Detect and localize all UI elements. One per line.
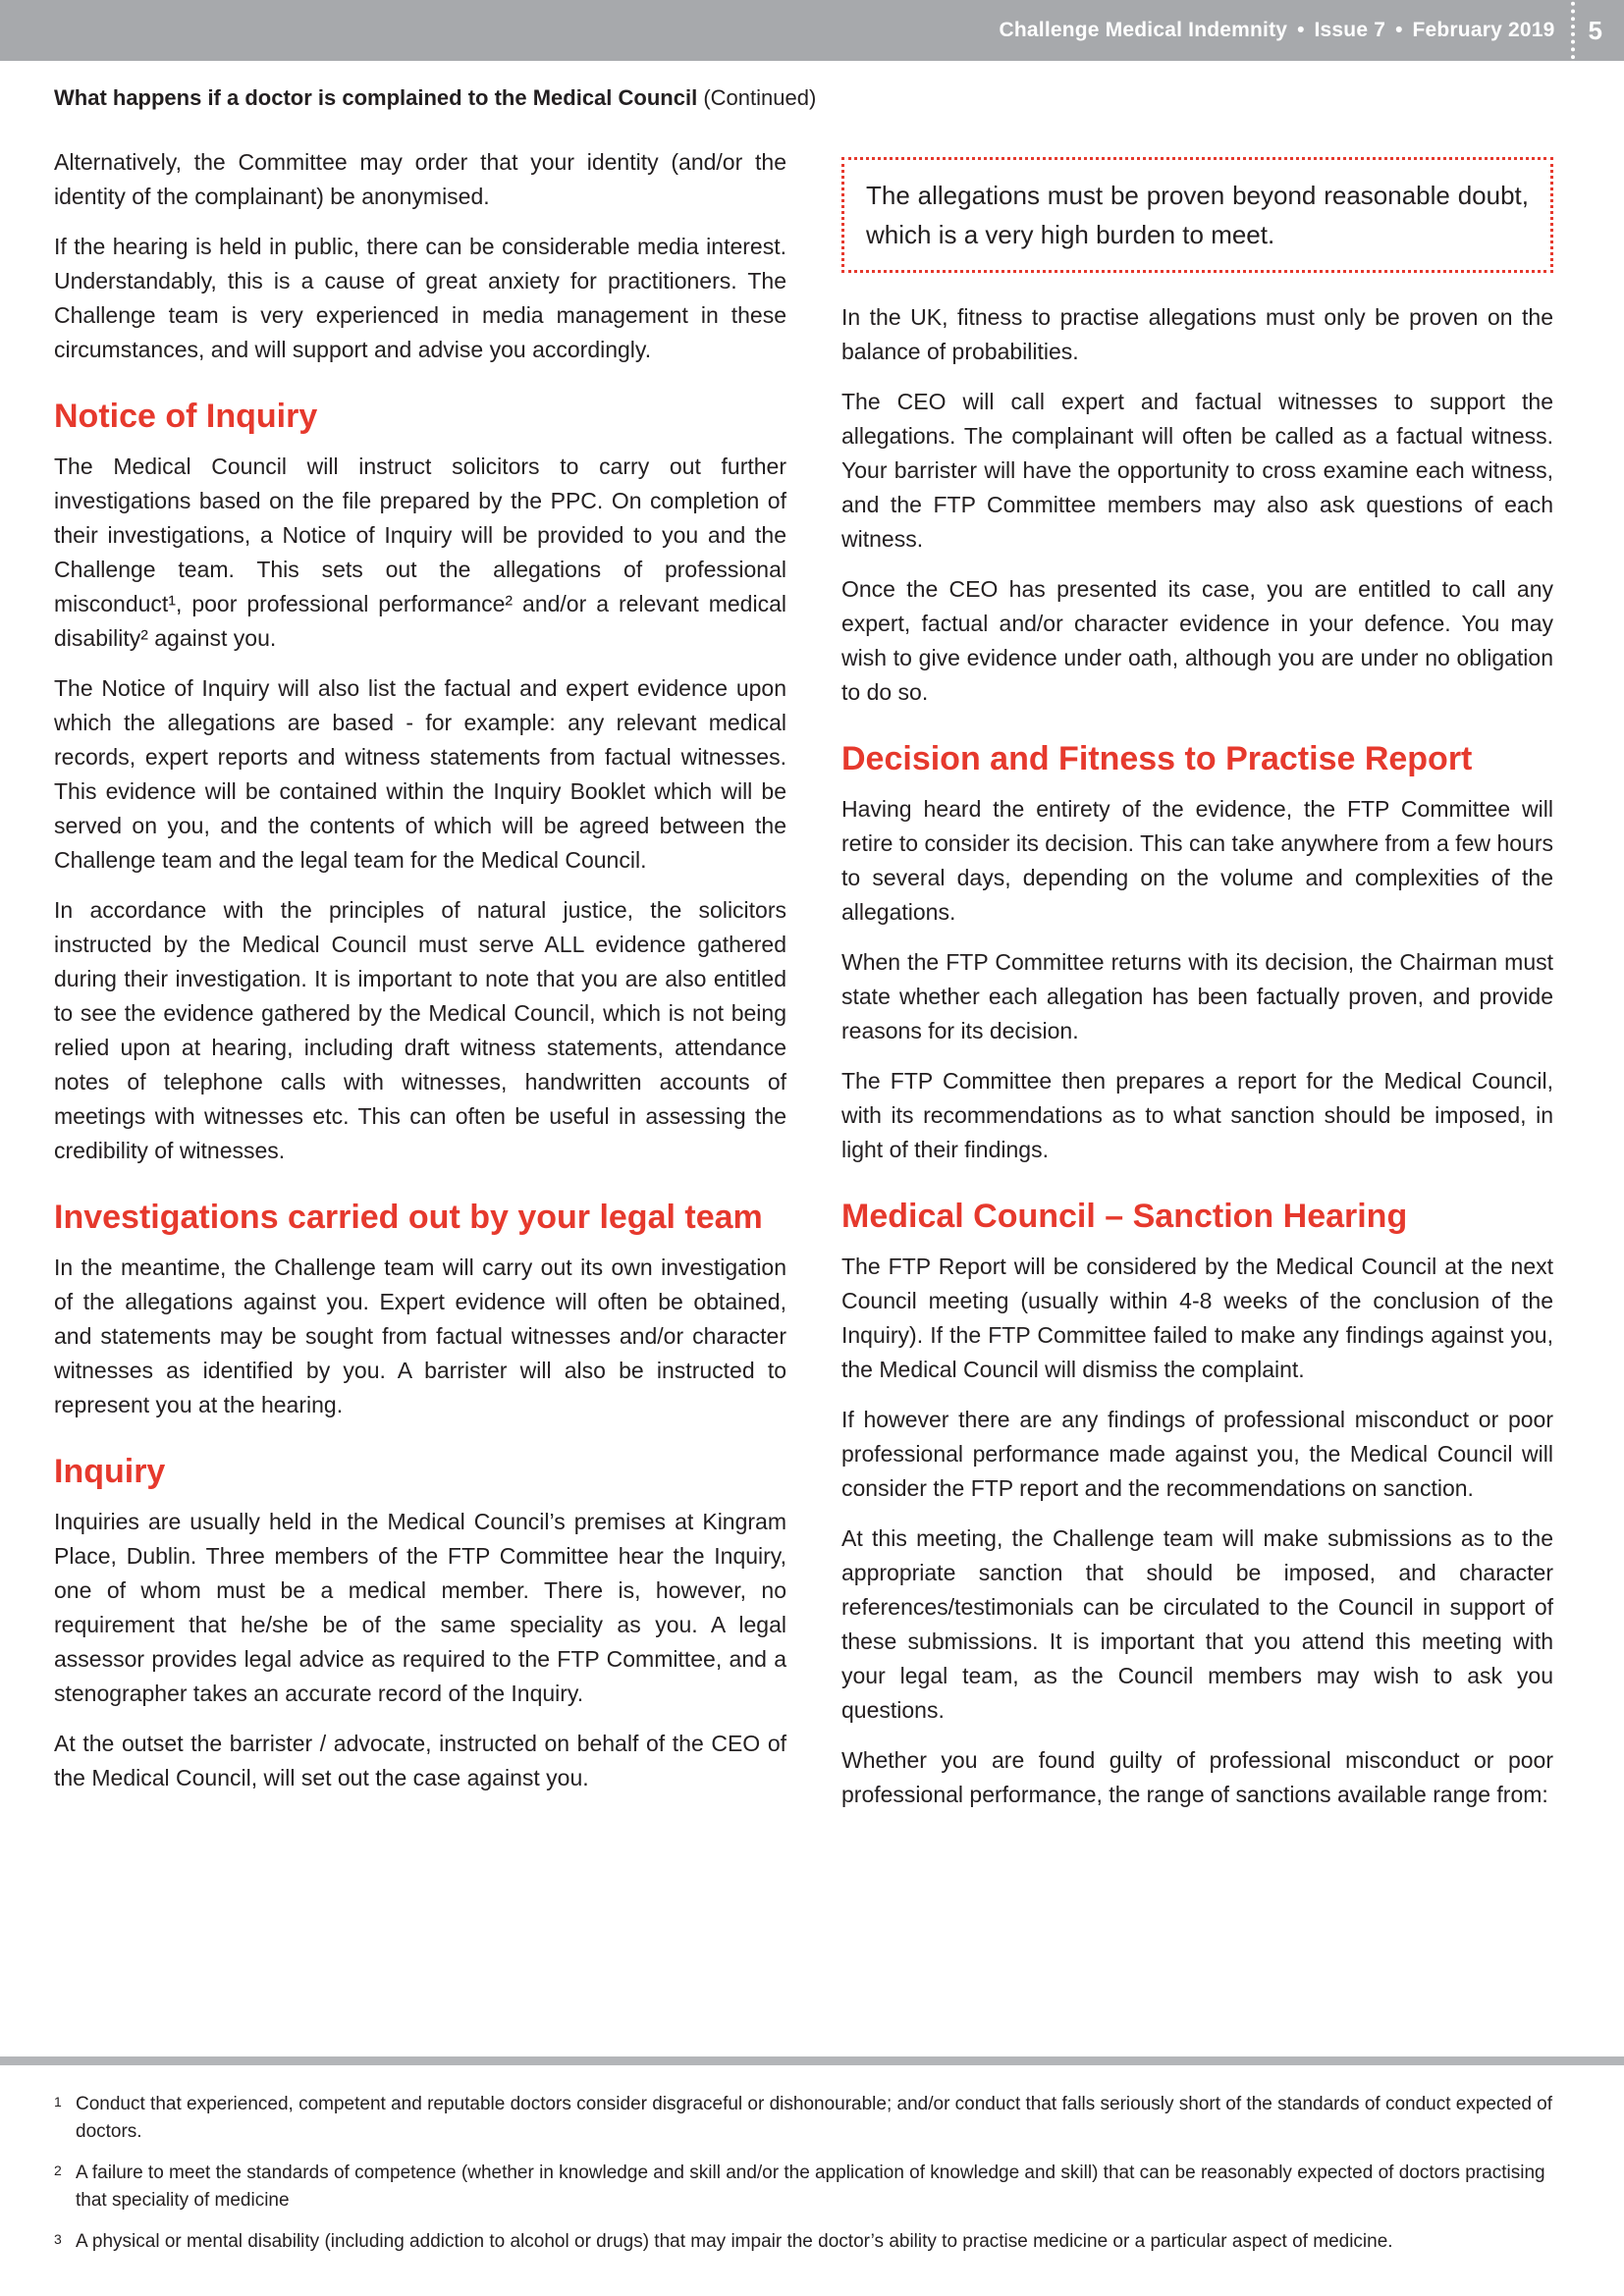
paragraph: Having heard the entirety of the evidence, the FTP Committee will retire to consider its decision. This can take anywhere from a few hours to several days, depending on the volume and complexities of the allegations.: [841, 796, 1553, 925]
continued-suffix: (Continued): [703, 85, 817, 110]
footnote-marker: 1: [54, 2094, 62, 2109]
section-heading-notice-of-inquiry: Notice of Inquiry: [54, 398, 318, 435]
paragraph: The FTP Report will be considered by the Medical Council at the next Council meeting (usually within 4-8 weeks of the conclusion of the Inquiry). If the FTP Committee failed to make any findings against you, the Medical Council will dismiss the complaint.: [841, 1254, 1553, 1382]
footnote-marker: 2: [54, 2163, 62, 2178]
callout-box: [841, 157, 1553, 273]
paragraph: At this meeting, the Challenge team will make submissions as to the appropriate sanction that should be imposed, and character references/testimonials can be circulated to the Council in support of these submissions. It is important that you attend this meeting with your legal team, as the Council members may wish to ask you questions.: [841, 1525, 1553, 1723]
article-continued-title: [54, 84, 1570, 112]
section-heading-investigations: Investigations carried out by your legal team: [54, 1199, 763, 1236]
article-title-text: What happens if a doctor is complained to the Medical Council: [54, 85, 698, 110]
paragraph: Alternatively, the Committee may order that your identity (and/or the identity of the complainant) be anonymised.: [54, 149, 786, 209]
footnote-text: Conduct that experienced, competent and reputable doctors consider disgraceful or dishonourable; and/or conduct that falls seriously short of the standards of conduct expected of doctors.: [76, 2094, 1553, 2142]
paragraph: Whether you are found guilty of professional misconduct or poor professional performance, the range of sanctions available range from:: [841, 1747, 1553, 1807]
callout-text: The allegations must be proven beyond reasonable doubt, which is a very high burden to meet.: [866, 181, 1529, 249]
section-heading-sanction-hearing: Medical Council – Sanction Hearing: [841, 1198, 1408, 1235]
paragraph: At the outset the barrister / advocate, instructed on behalf of the CEO of the Medical Council, will set out the case against you.: [54, 1731, 786, 1790]
paragraph: The Medical Council will instruct solicitors to carry out further investigations based on the file prepared by the PPC. On completion of their investigations, a Notice of Inquiry will be provided to you and the Challenge team. This sets out the allegations of professional misconduct¹, poor professional performance² and/or a relevant medical disability² against you.: [54, 454, 786, 651]
paragraph: Once the CEO has presented its case, you are entitled to call any expert, factual and/or character evidence in your defence. You may wish to give evidence under oath, although you are under no obligation to do so.: [841, 576, 1553, 705]
issue-label: Issue 7: [1314, 19, 1386, 41]
page-number: 5: [1588, 15, 1602, 45]
paragraph: The CEO will call expert and factual witnesses to support the allegations. The complainant will often be called as a factual witness. Your barrister will have the opportunity to cross examine each witness, and the FTP Committee members may also ask questions of each witness.: [841, 389, 1553, 552]
right-column: [841, 145, 1553, 2055]
page-header-bar: [0, 0, 1624, 61]
paragraph: In the meantime, the Challenge team will carry out its own investigation of the allegations against you. Expert evidence will often be obtained, and statements may be sought from factual witnesses and/or character witnesses as identified by you. A barrister will also be instructed to represent you at the hearing.: [54, 1255, 786, 1417]
paragraph: When the FTP Committee returns with its decision, the Chairman must state whether each allegation has been factually proven, and provide reasons for its decision.: [841, 949, 1553, 1043]
paragraph: If however there are any findings of professional misconduct or poor professional performance made against you, the Medical Council will consider the FTP report and the recommendations on sanction.: [841, 1407, 1553, 1501]
paragraph: In accordance with the principles of natural justice, the solicitors instructed by the Medical Council must serve ALL evidence gathered during their investigation. It is important to note that you are also entitled to see the evidence gathered by the Medical Council, which is not being relied upon at hearing, including draft witness statements, attendance notes of telephone calls with witnesses, handwritten accounts of meetings with witnesses etc. This can often be useful in assessing the credibility of witnesses.: [54, 897, 786, 1163]
date-label: February 2019: [1412, 19, 1555, 41]
section-heading-decision-report: Decision and Fitness to Practise Report: [841, 740, 1473, 777]
section-heading-inquiry: Inquiry: [54, 1453, 166, 1490]
newsletter-name: Challenge Medical Indemnity: [999, 19, 1288, 41]
footnote-text: A failure to meet the standards of competence (whether in knowledge and skill and/or the application of knowledge and skill) that can be reasonably expected of doctors practising that speciality of medicine: [76, 2163, 1545, 2211]
footnotes-section: [0, 2056, 1624, 2269]
paragraph: In the UK, fitness to practise allegations must only be proven on the balance of probabilities.: [841, 304, 1553, 364]
left-column: [54, 145, 786, 2055]
article-body: [0, 145, 1624, 2055]
footnote-divider: [0, 2056, 1624, 2065]
paragraph: Inquiries are usually held in the Medical Council’s premises at Kingram Place, Dublin. Three members of the FTP Committee hear the Inquiry, one of whom must be a medical member. There is, however, no requirement that he/she be of the same speciality as you. A legal assessor provides legal advice as required to the FTP Committee, and a stenographer takes an accurate record of the Inquiry.: [54, 1509, 786, 1706]
footnote-item: [0, 2160, 1624, 2215]
paragraph: If the hearing is held in public, there can be considerable media interest. Understandably, this is a cause of great anxiety for practitioners. The Challenge team is very experienced in media management in these circumstances, and will support and advise you accordingly.: [54, 234, 786, 362]
footnote-marker: 3: [54, 2231, 62, 2247]
footnote-item: [0, 2091, 1624, 2146]
bullet-separator: •: [1297, 19, 1305, 41]
footnote-item: [0, 2228, 1624, 2256]
paragraph: The Notice of Inquiry will also list the factual and expert evidence upon which the allegations are based - for example: any relevant medical records, expert reports and witness statements from factual witnesses. This evidence will be contained within the Inquiry Booklet which will be served on you, and the contents of which will be agreed between the Challenge team and the legal team for the Medical Council.: [54, 675, 786, 873]
footnote-text: A physical or mental disability (including addiction to alcohol or drugs) that may impair the doctor’s ability to practise medicine or a particular aspect of medicine.: [76, 2231, 1393, 2252]
bullet-separator: •: [1395, 19, 1403, 41]
dotted-divider: [1571, 0, 1575, 67]
paragraph: The FTP Committee then prepares a report for the Medical Council, with its recommendations as to what sanction should be imposed, in light of their findings.: [841, 1068, 1553, 1162]
